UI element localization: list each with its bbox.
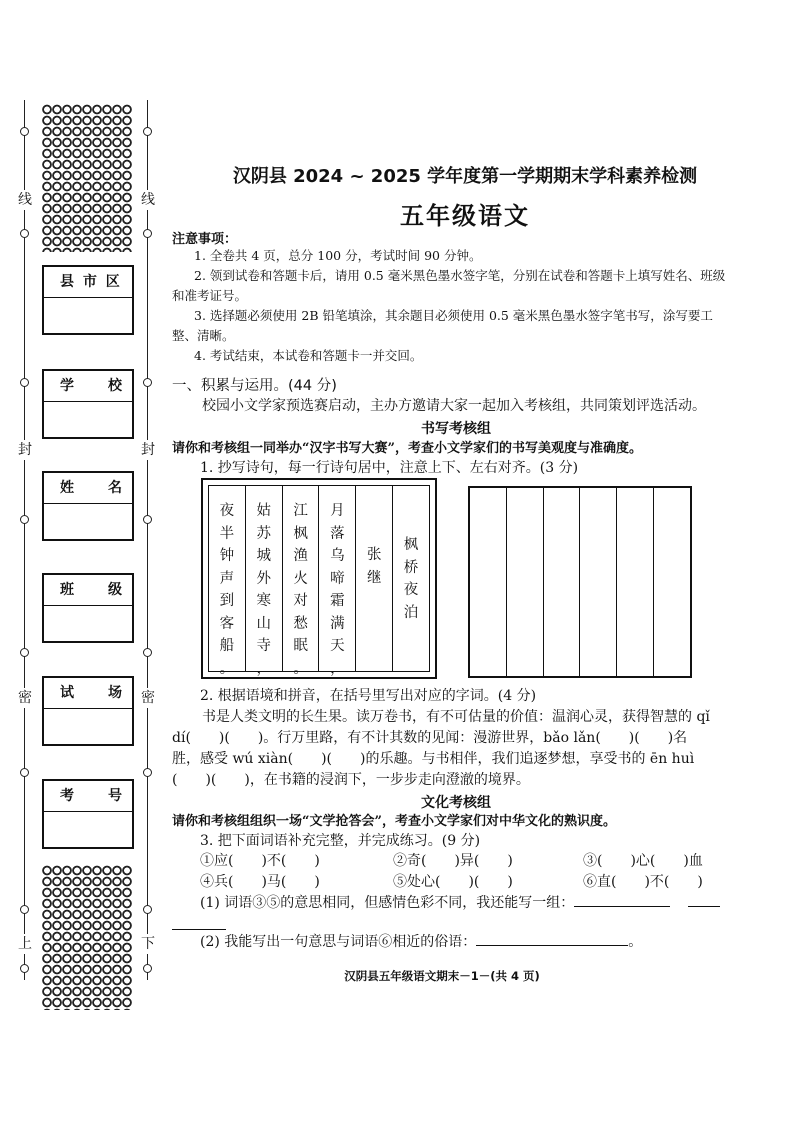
- binding-knob: [20, 964, 29, 973]
- idiom-item[interactable]: ①应( )不( ): [200, 853, 320, 869]
- seal-char-seal-right: 封: [141, 442, 155, 458]
- q3-subquestion-2: [200, 932, 768, 953]
- dot-pattern-top: [42, 104, 132, 252]
- info-label: 班 级: [44, 575, 132, 606]
- group-desc-writing: 请你和考核组一同举办“汉字书写大赛”，考查小文学家们的书写美观度与准确度。: [172, 441, 642, 456]
- info-box-exam-room[interactable]: [42, 676, 134, 746]
- info-write-area[interactable]: [44, 606, 132, 640]
- seal-char-line-left: 线: [18, 192, 32, 208]
- q2-line[interactable]: 胜，感受 wú xiàn( )( )的乐趣。与书相伴，我们追逐梦想，享受书的 ēn huì: [172, 751, 695, 767]
- writing-column[interactable]: [507, 488, 544, 676]
- idiom-item[interactable]: ⑥直( )不( ): [583, 874, 703, 890]
- info-write-area[interactable]: [44, 709, 132, 743]
- info-box-school[interactable]: [42, 369, 134, 439]
- group-desc-culture: 请你和考核组组织一场“文学抢答会”，考查小文学家们对中华文化的熟识度。: [172, 814, 616, 829]
- poem-author-column: 张 继: [356, 486, 393, 671]
- dot-pattern-bottom: [42, 865, 132, 1010]
- idiom-item[interactable]: ②奇( )异( ): [393, 853, 513, 869]
- poem-column: 夜 半 钟 声 到 客 船 。: [209, 486, 246, 671]
- info-write-area[interactable]: [44, 504, 132, 538]
- notice-item: 4. 考试结束，本试卷和答题卡一并交回。: [194, 348, 423, 363]
- page-footer: 汉阴县五年级语文期末－1－(共 4 页): [344, 969, 540, 983]
- info-box-name[interactable]: [42, 471, 134, 541]
- poem-column: 江 枫 渔 火 对 愁 眠 。: [283, 486, 320, 671]
- binding-knob: [20, 905, 29, 914]
- idiom-item[interactable]: ⑤处心( )( ): [393, 874, 513, 890]
- binding-knob: [20, 648, 29, 657]
- info-box-exam-number[interactable]: [42, 779, 134, 849]
- binding-knob: [143, 964, 152, 973]
- seal-char-seal-left: 封: [18, 442, 32, 458]
- binding-knob: [20, 768, 29, 777]
- poem-box: [201, 478, 437, 679]
- idiom-item[interactable]: ④兵( )马( ): [200, 874, 320, 890]
- notice-list: [172, 246, 732, 366]
- notice-item: 2. 领到试卷和答题卡后，请用 0.5 毫米黑色墨水签字笔，分别在试卷和答题卡上填写姓名、班级和准考证号。: [172, 268, 726, 303]
- sentence-period: 。: [628, 934, 643, 950]
- info-label: 学 校: [44, 371, 132, 402]
- binding-knob: [143, 127, 152, 136]
- answer-blank[interactable]: [574, 906, 670, 907]
- info-box-county[interactable]: [42, 265, 134, 335]
- q2-line[interactable]: ( )( )，在书籍的浸润下，一步步走向澄澈的境界。: [172, 772, 530, 788]
- seal-char-up: 上: [18, 936, 32, 952]
- seal-char-down: 下: [141, 936, 155, 952]
- notice-item: 3. 选择题必须使用 2B 铅笔填涂，其余题目必须使用 0.5 毫米黑色墨水签字笔书写，涂写要工整、清晰。: [172, 308, 713, 343]
- idiom-item[interactable]: ③( )心( )血: [583, 853, 703, 869]
- q2-line[interactable]: dí( )( )。行万里路，有不计其数的见闻：漫游世界，bǎo lǎn( )( )名: [172, 730, 688, 746]
- q3-sub2-text: (2) 我能写出一句意思与词语⑥相近的俗语：: [200, 934, 477, 950]
- info-write-area[interactable]: [44, 402, 132, 436]
- poem-column: 月 落 乌 啼 霜 满 天 ，: [319, 486, 356, 671]
- section-heading: 一、积累与运用。(44 分): [172, 378, 337, 394]
- binding-knob: [143, 648, 152, 657]
- q2-line[interactable]: 书是人类文明的长生果。读万卷书，有不可估量的价值：温润心灵，获得智慧的 qǐ: [202, 709, 710, 725]
- binding-knob: [20, 127, 29, 136]
- binding-knob: [143, 378, 152, 387]
- writing-column[interactable]: [654, 488, 690, 676]
- notice-heading: 注意事项：: [172, 232, 238, 247]
- info-label: 考 号: [44, 781, 132, 812]
- answer-blank[interactable]: [476, 945, 628, 946]
- info-write-area[interactable]: [44, 298, 132, 332]
- exam-subtitle: 五年级语文: [400, 202, 530, 230]
- seal-char-secret-right: 密: [141, 690, 155, 706]
- question-2: 2. 根据语境和拼音，在括号里写出对应的字词。(4 分): [200, 688, 537, 704]
- poem-column: 姑 苏 城 外 寒 山 寺 ，: [246, 486, 283, 671]
- binding-knob: [143, 905, 152, 914]
- info-label: 试 场: [44, 678, 132, 709]
- info-box-class[interactable]: [42, 573, 134, 643]
- answer-blank[interactable]: [172, 929, 226, 930]
- writing-column[interactable]: [470, 488, 507, 676]
- notice-item: 1. 全卷共 4 页，总分 100 分，考试时间 90 分钟。: [194, 248, 482, 263]
- exam-title: 汉阴县 2024 ~ 2025 学年度第一学期期末学科素养检测: [232, 166, 698, 187]
- info-label: 姓 名: [44, 473, 132, 504]
- writing-column[interactable]: [617, 488, 654, 676]
- question-3: 3. 把下面词语补充完整，并完成练习。(9 分): [200, 833, 481, 849]
- writing-column[interactable]: [580, 488, 617, 676]
- copy-writing-grid[interactable]: [468, 486, 692, 678]
- group-heading-writing: 书写考核组: [421, 421, 491, 437]
- poem-title-column: 枫 桥 夜 泊: [403, 537, 419, 621]
- binding-knob: [143, 768, 152, 777]
- answer-blank[interactable]: [688, 906, 720, 907]
- q3-subquestion-1: [200, 893, 740, 914]
- binding-knob: [143, 229, 152, 238]
- info-write-area[interactable]: [44, 812, 132, 846]
- binding-knob: [20, 378, 29, 387]
- seal-char-secret-left: 密: [18, 690, 32, 706]
- info-label: 县 市 区: [44, 267, 132, 298]
- section-intro: 校园小文学家预选赛启动，主办方邀请大家一起加入考核组，共同策划评选活动。: [202, 398, 706, 414]
- binding-knob: [20, 515, 29, 524]
- group-heading-culture: 文化考核组: [421, 795, 491, 811]
- q3-sub1-text: (1) 词语③⑤的意思相同，但感情色彩不同，我还能写一组：: [200, 895, 575, 911]
- question-1: 1. 抄写诗句，每一行诗句居中，注意上下、左右对齐。(3 分): [200, 460, 579, 476]
- binding-knob: [143, 515, 152, 524]
- seal-char-line-right: 线: [141, 192, 155, 208]
- binding-knob: [20, 229, 29, 238]
- writing-column[interactable]: [544, 488, 581, 676]
